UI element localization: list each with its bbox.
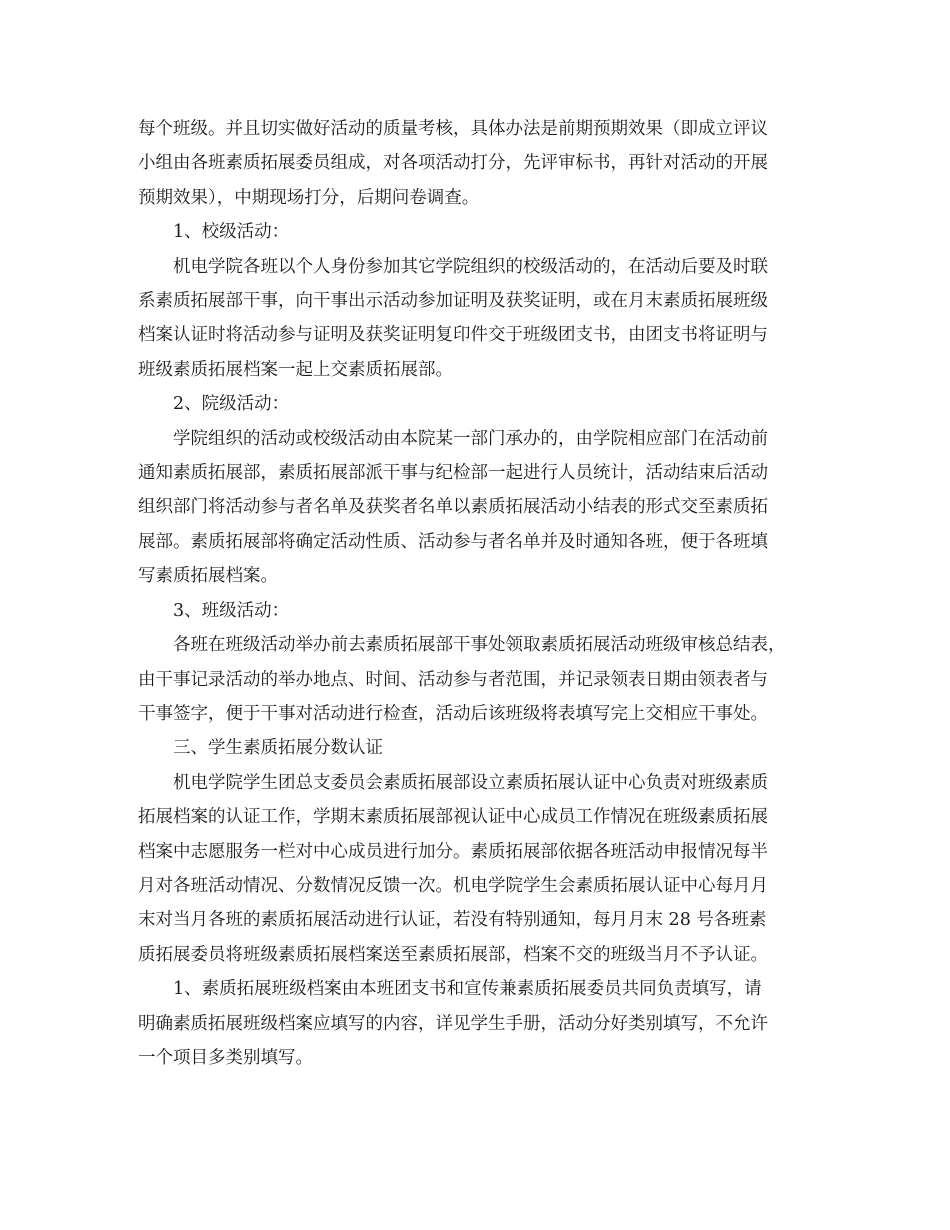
paragraph (138, 628, 822, 731)
text-line: 档案中志愿服务一栏对中心成员进行加分。素质拓展部依据各班活动申报情况每半 (138, 841, 768, 862)
text-line: 写素质拓展档案。 (138, 566, 278, 587)
paragraph (138, 422, 822, 594)
text-line: 机电学院各班以个人身份参加其它学院组织的校级活动的，在活动后要及时联 (173, 256, 768, 277)
text-line: 三、学生素质拓展分数认证 (173, 738, 383, 759)
paragraph (138, 250, 822, 388)
text-line: 小组由各班素质拓展委员组成，对各项活动打分，先评审标书，再针对活动的开展 (138, 153, 768, 174)
section-heading (138, 387, 822, 421)
text-line: 明确素质拓展班级档案应填写的内容，详见学生手册，活动分好类别填写，不允许 (138, 1013, 768, 1034)
text-line: 预期效果），中期现场打分，后期问卷调查。 (138, 187, 480, 208)
text-line: 机电学院学生团总支委员会素质拓展部设立素质拓展认证中心负责对班级素质 (173, 772, 768, 793)
text-line: 每个班级。并且切实做好活动的质量考核，具体办法是前期预期效果（即成立评议 (138, 119, 768, 139)
text-line: 通知素质拓展部，素质拓展部派干事与纪检部一起进行人员统计，活动结束后活动 (138, 463, 768, 484)
text-line: 展部。素质拓展部将确定活动性质、活动参与者名单并及时通知各班，便于各班填 (138, 531, 768, 552)
text-line: 一个项目多类别填写。 (138, 1047, 313, 1068)
text-line: 月对各班活动情况、分数情况反馈一次。机电学院学生会素质拓展认证中心每月月 (138, 875, 768, 896)
text-line: 3、班级活动： (173, 600, 290, 621)
text-line: 1、素质拓展班级档案由本班团支书和宣传兼素质拓展委员共同负责填写，请 (173, 979, 762, 1000)
text-line: 班级素质拓展档案一起上交素质拓展部。 (138, 359, 453, 380)
section-heading (138, 594, 822, 628)
text-line: 系素质拓展部干事，向干事出示活动参加证明及获奖证明，或在月末素质拓展班级 (138, 291, 768, 312)
text-line: 组织部门将活动参与者名单及获奖者名单以素质拓展活动小结表的形式交至素质拓 (138, 497, 768, 518)
paragraph (138, 112, 822, 215)
document-body (138, 112, 822, 1075)
text-line: 1、校级活动： (173, 222, 290, 243)
section-heading (138, 215, 822, 249)
text-line: 档案认证时将活动参与证明及获奖证明复印件交于班级团支书，由团支书将证明与 (138, 325, 768, 346)
text-line: 质拓展委员将班级素质拓展档案送至素质拓展部，档案不交的班级当月不予认证。 (138, 944, 768, 965)
text-line: 末对当月各班的素质拓展活动进行认证，若没有特别通知，每月月末 28 号各班素 (138, 910, 767, 931)
section-heading (138, 731, 822, 765)
text-line: 由干事记录活动的举办地点、时间、活动参与者范围，并记录领表日期由领表者与 (138, 669, 768, 690)
text-line: 干事签字，便于干事对活动进行检查，活动后该班级将表填写完上交相应干事处。 (138, 703, 768, 724)
text-line: 拓展档案的认证工作，学期末素质拓展部视认证中心成员工作情况在班级素质拓展 (138, 807, 768, 828)
text-line: 各班在班级活动举办前去素质拓展部干事处领取素质拓展活动班级审核总结表， (173, 635, 786, 656)
paragraph (138, 972, 822, 1075)
text-line: 学院组织的活动或校级活动由本院某一部门承办的，由学院相应部门在活动前 (173, 428, 768, 449)
text-line: 2、院级活动： (173, 394, 290, 415)
paragraph (138, 766, 822, 972)
